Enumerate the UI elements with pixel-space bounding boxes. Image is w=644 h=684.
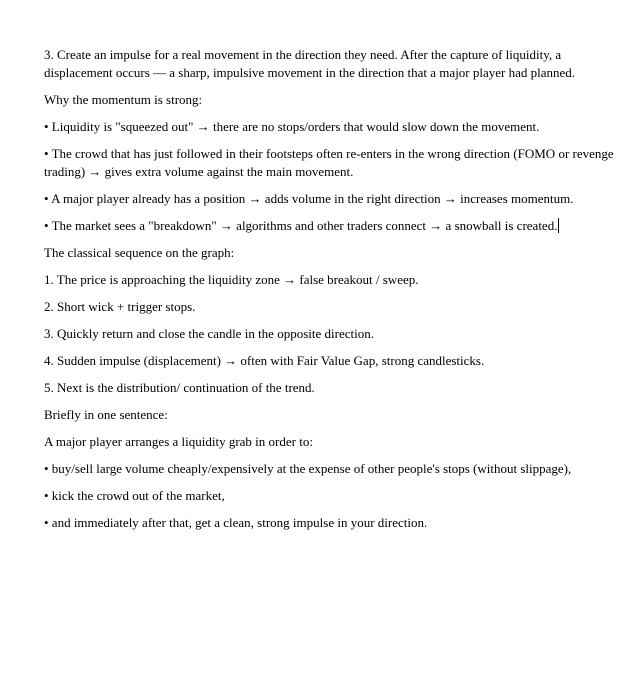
paragraph-text: • A major player already has a position → adds volume in the right direction → increases momentum.	[44, 191, 574, 206]
step-2	[44, 298, 644, 316]
bullet-liquidity	[44, 118, 644, 136]
bullet-major-player	[44, 190, 644, 208]
summary-bullet-buy-sell	[44, 460, 644, 478]
paragraph-text: • and immediately after that, get a clean, strong impulse in your direction.	[44, 515, 428, 530]
paragraph-text: Briefly in one sentence:	[44, 407, 168, 422]
step-3	[44, 325, 644, 343]
text-cursor	[558, 218, 559, 233]
paragraph-text: The classical sequence on the graph:	[44, 245, 235, 260]
paragraph-text: • Liquidity is "squeezed out" → there are no stops/orders that would slow down the movement.	[44, 119, 540, 134]
summary-bullet-impulse	[44, 514, 644, 532]
paragraph-text: 4. Sudden impulse (displacement) → often with Fair Value Gap, strong candlesticks.	[44, 353, 485, 368]
bullet-breakdown	[44, 217, 644, 235]
step-4	[44, 352, 644, 370]
bullet-crowd	[44, 145, 636, 181]
heading-sequence	[44, 244, 644, 262]
heading-summary	[44, 406, 644, 424]
paragraph-text: 2. Short wick + trigger stops.	[44, 299, 196, 314]
document-body[interactable]	[44, 46, 644, 541]
paragraph-text: 3. Quickly return and close the candle in the opposite direction.	[44, 326, 374, 341]
paragraph-text: • buy/sell large volume cheaply/expensively at the expense of other people's stops (without slippage),	[44, 461, 572, 476]
step-1	[44, 271, 644, 289]
heading-momentum	[44, 91, 644, 109]
paragraph-text: • The market sees a "breakdown" → algorithms and other traders connect → a snowball is created.	[44, 218, 558, 233]
paragraph-text: • The crowd that has just followed in their footsteps often re-enters in the wrong direction (FOMO or revenge trading) → gives extra volume against the main movement.	[44, 146, 614, 179]
paragraph-impulse-intro	[44, 46, 604, 82]
paragraph-text: 1. The price is approaching the liquidity zone → false breakout / sweep.	[44, 272, 419, 287]
step-5	[44, 379, 644, 397]
paragraph-text: 5. Next is the distribution/ continuation of the trend.	[44, 380, 315, 395]
paragraph-text: 3. Create an impulse for a real movement in the direction they need. After the capture of liquidity, a displacement occurs — a sharp, impulsive movement in the direction that a major player had planned.	[44, 47, 576, 80]
summary-bullet-kick-crowd	[44, 487, 644, 505]
summary-intro	[44, 433, 644, 451]
paragraph-text: • kick the crowd out of the market,	[44, 488, 225, 503]
paragraph-text: Why the momentum is strong:	[44, 92, 203, 107]
paragraph-text: A major player arranges a liquidity grab in order to:	[44, 434, 313, 449]
